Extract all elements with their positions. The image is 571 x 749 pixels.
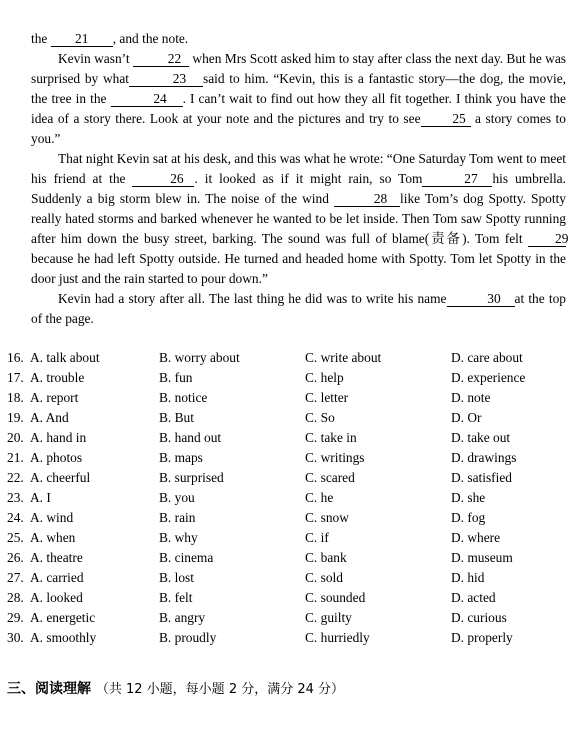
option-c: C. scared [305, 470, 355, 485]
blank-24: 24 [111, 91, 183, 107]
question-number: 29. [7, 610, 24, 625]
question-row [7, 428, 567, 448]
question-row [7, 568, 567, 588]
question-row [7, 528, 567, 548]
question-number: 26. [7, 550, 24, 565]
option-b: B. cinema [159, 550, 214, 565]
question-number: 22. [7, 470, 24, 485]
passage-text: because he had left Spotty outside. He turned and headed home with Spotty. Tom let Spotty in the door just and the rain started to pour down.” [31, 251, 566, 286]
option-a: A. cheerful [30, 470, 91, 485]
question-number: 27. [7, 570, 24, 585]
option-b: B. worry about [159, 350, 240, 365]
option-b: B. proudly [159, 630, 217, 645]
option-b: B. felt [159, 590, 193, 605]
question-number: 28. [7, 590, 24, 605]
blank-25: 25 [421, 111, 471, 127]
option-d: D. where [451, 530, 501, 545]
option-d: D. Or [451, 410, 482, 425]
option-a: A. looked [30, 590, 83, 605]
option-a: A. I [30, 490, 51, 505]
option-a: A. And [30, 410, 69, 425]
question-row [7, 628, 567, 648]
option-d: D. experience [451, 370, 526, 385]
option-b: B. surprised [159, 470, 224, 485]
question-number: 30. [7, 630, 24, 645]
option-a: A. carried [30, 570, 84, 585]
question-row [7, 508, 567, 528]
question-number: 24. [7, 510, 24, 525]
option-d: D. drawings [451, 450, 517, 465]
question-number: 23. [7, 490, 24, 505]
question-row [7, 368, 567, 388]
question-number: 18. [7, 390, 24, 405]
option-c: C. sounded [305, 590, 366, 605]
option-c: C. help [305, 370, 344, 385]
question-number: 20. [7, 430, 24, 445]
passage-text: when Mrs Scott asked him to stay after class the next day. But he was surprised by what [31, 51, 566, 86]
option-a: A. talk about [30, 350, 100, 365]
option-d: D. acted [451, 590, 496, 605]
blank-28: 28 [334, 191, 400, 207]
blank-21: 21 [51, 31, 113, 47]
option-d: D. satisfied [451, 470, 512, 485]
option-b: B. hand out [159, 430, 222, 445]
option-a: A. theatre [30, 550, 83, 565]
option-b: B. lost [159, 570, 194, 585]
passage-text: said to him. “Kevin, this is a fantastic story—the dog, the movie, the tree in the [31, 71, 566, 106]
question-number: 19. [7, 410, 24, 425]
question-row [7, 548, 567, 568]
question-row [7, 468, 567, 488]
blank-22: 22 [133, 51, 189, 67]
passage-paragraph-1 [31, 49, 566, 149]
question-row [7, 488, 567, 508]
passage-text: his umbrella. Suddenly a big storm blew in. The noise of the wind [31, 171, 566, 206]
option-d: D. care about [451, 350, 523, 365]
option-c: C. take in [305, 430, 357, 445]
option-d: D. curious [451, 610, 507, 625]
question-row [7, 448, 567, 468]
passage-line-0 [31, 29, 566, 49]
option-a: A. wind [30, 510, 74, 525]
passage-text: a story comes to you.” [31, 111, 566, 146]
blank-30: 30 [447, 291, 515, 307]
blank-27: 27 [422, 171, 492, 187]
passage-text: at the top of the page. [31, 291, 566, 326]
option-a: A. smoothly [30, 630, 97, 645]
blank-23: 23 [129, 71, 203, 87]
option-c: C. writings [305, 450, 365, 465]
question-number: 16. [7, 350, 24, 365]
passage-paragraph-2 [31, 149, 569, 289]
question-row [7, 588, 567, 608]
question-number: 17. [7, 370, 24, 385]
option-c: C. letter [305, 390, 349, 405]
option-b: B. notice [159, 390, 208, 405]
option-b: B. fun [159, 370, 193, 385]
option-b: B. angry [159, 610, 206, 625]
passage-paragraph-3 [31, 289, 566, 329]
option-b: B. maps [159, 450, 203, 465]
blank-29: 29 [528, 231, 566, 247]
section-heading [7, 678, 344, 698]
option-a: A. hand in [30, 430, 87, 445]
option-c: C. he [305, 490, 334, 505]
question-number: 21. [7, 450, 24, 465]
option-c: C. snow [305, 510, 349, 525]
passage-text: the [31, 31, 48, 46]
option-c: C. bank [305, 550, 347, 565]
option-a: A. energetic [30, 610, 96, 625]
answer-options-list [7, 348, 567, 648]
option-a: A. photos [30, 450, 83, 465]
option-b: B. why [159, 530, 198, 545]
option-b: B. you [159, 490, 195, 505]
option-c: C. hurriedly [305, 630, 370, 645]
option-c: C. if [305, 530, 329, 545]
question-number: 25. [7, 530, 24, 545]
section-title: 三、阅读理解 [7, 681, 91, 697]
option-d: D. properly [451, 630, 513, 645]
passage-text: Kevin wasn’t [58, 51, 130, 66]
passage-text: . I can’t wait to find out how they all fit together. I think you have the idea of a story there. Look at your note and the pictures and try to see [31, 91, 566, 126]
option-c: C. So [305, 410, 335, 425]
passage-text: . it looked as if it might rain, so Tom [194, 171, 423, 186]
option-d: D. museum [451, 550, 513, 565]
passage-text: , and the note. [112, 31, 189, 46]
option-c: C. write about [305, 350, 382, 365]
option-d: D. hid [451, 570, 485, 585]
option-d: D. she [451, 490, 486, 505]
section-scoring-note: （共 12 小题，每小题 2 分，满分 24 分） [95, 682, 345, 697]
cloze-passage [31, 29, 569, 329]
passage-text: Kevin had a story after all. The last thing he did was to write his name [58, 291, 447, 306]
question-row [7, 388, 567, 408]
option-b: B. rain [159, 510, 196, 525]
blank-26: 26 [132, 171, 194, 187]
option-c: C. guilty [305, 610, 352, 625]
question-row [7, 408, 567, 428]
option-d: D. take out [451, 430, 511, 445]
question-row [7, 608, 567, 628]
question-row [7, 348, 567, 368]
passage-text: That night Kevin sat at his desk, and this was what he wrote: “One Saturday Tom went to meet his friend at the [31, 151, 566, 186]
option-a: A. report [30, 390, 79, 405]
option-b: B. But [159, 410, 194, 425]
option-d: D. note [451, 390, 491, 405]
passage-text: like Tom’s dog Spotty. Spotty really hated storms and barked whenever he wanted to be let inside. Then Tom saw Spotty running after him down the busy street, barking. The sound was full of blame(责备). Tom felt [31, 191, 566, 246]
option-a: A. when [30, 530, 76, 545]
option-c: C. sold [305, 570, 343, 585]
option-a: A. trouble [30, 370, 85, 385]
option-d: D. fog [451, 510, 486, 525]
